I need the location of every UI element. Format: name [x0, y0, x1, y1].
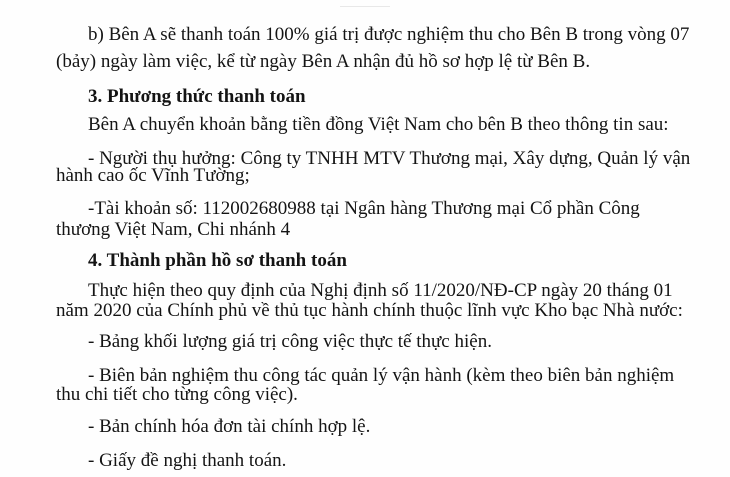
account-line-1: -Tài khoản số: 112002680988 tại Ngân hàng Thương mại Cổ phần Công: [88, 198, 640, 219]
section-4-intro-line-2: năm 2020 của Chính phủ về thủ tục hành chính thuộc lĩnh vực Kho bạc Nhà nước:: [56, 300, 683, 321]
beneficiary-line-2: hành cao ốc Vĩnh Tường;: [56, 165, 250, 186]
section-4-intro-line-1: Thực hiện theo quy định của Nghị định số 11/2020/NĐ-CP ngày 20 tháng 01: [88, 280, 673, 301]
list-item-acceptance-record-line-2: thu chi tiết cho từng công việc).: [56, 384, 298, 405]
paragraph-b-line-2: (bảy) ngày làm việc, kể từ ngày Bên A nhận đủ hồ sơ hợp lệ từ Bên B.: [56, 51, 591, 72]
account-line-2: thương Việt Nam, Chi nhánh 4: [56, 219, 291, 240]
section-3-intro: Bên A chuyển khoản bằng tiền đồng Việt Nam cho bên B theo thông tin sau:: [88, 114, 669, 135]
beneficiary-line-1: - Người thụ hưởng: Công ty TNHH MTV Thương mại, Xây dựng, Quản lý vận: [88, 148, 691, 169]
list-item-acceptance-record-line-1: - Biên bản nghiệm thu công tác quản lý vận hành (kèm theo biên bản nghiệm: [88, 365, 675, 386]
section-4-heading: 4. Thành phần hồ sơ thanh toán: [88, 250, 347, 271]
paragraph-b-line-1: b) Bên A sẽ thanh toán 100% giá trị được nghiệm thu cho Bên B trong vòng 07: [88, 24, 690, 45]
list-item-payment-request: - Giấy đề nghị thanh toán.: [88, 450, 287, 471]
faded-stamp-mark: [340, 0, 390, 7]
list-item-invoice: - Bản chính hóa đơn tài chính hợp lệ.: [88, 416, 371, 437]
section-3-heading: 3. Phương thức thanh toán: [88, 86, 306, 107]
list-item-volume-table: - Bảng khối lượng giá trị công việc thực tế thực hiện.: [88, 331, 492, 352]
